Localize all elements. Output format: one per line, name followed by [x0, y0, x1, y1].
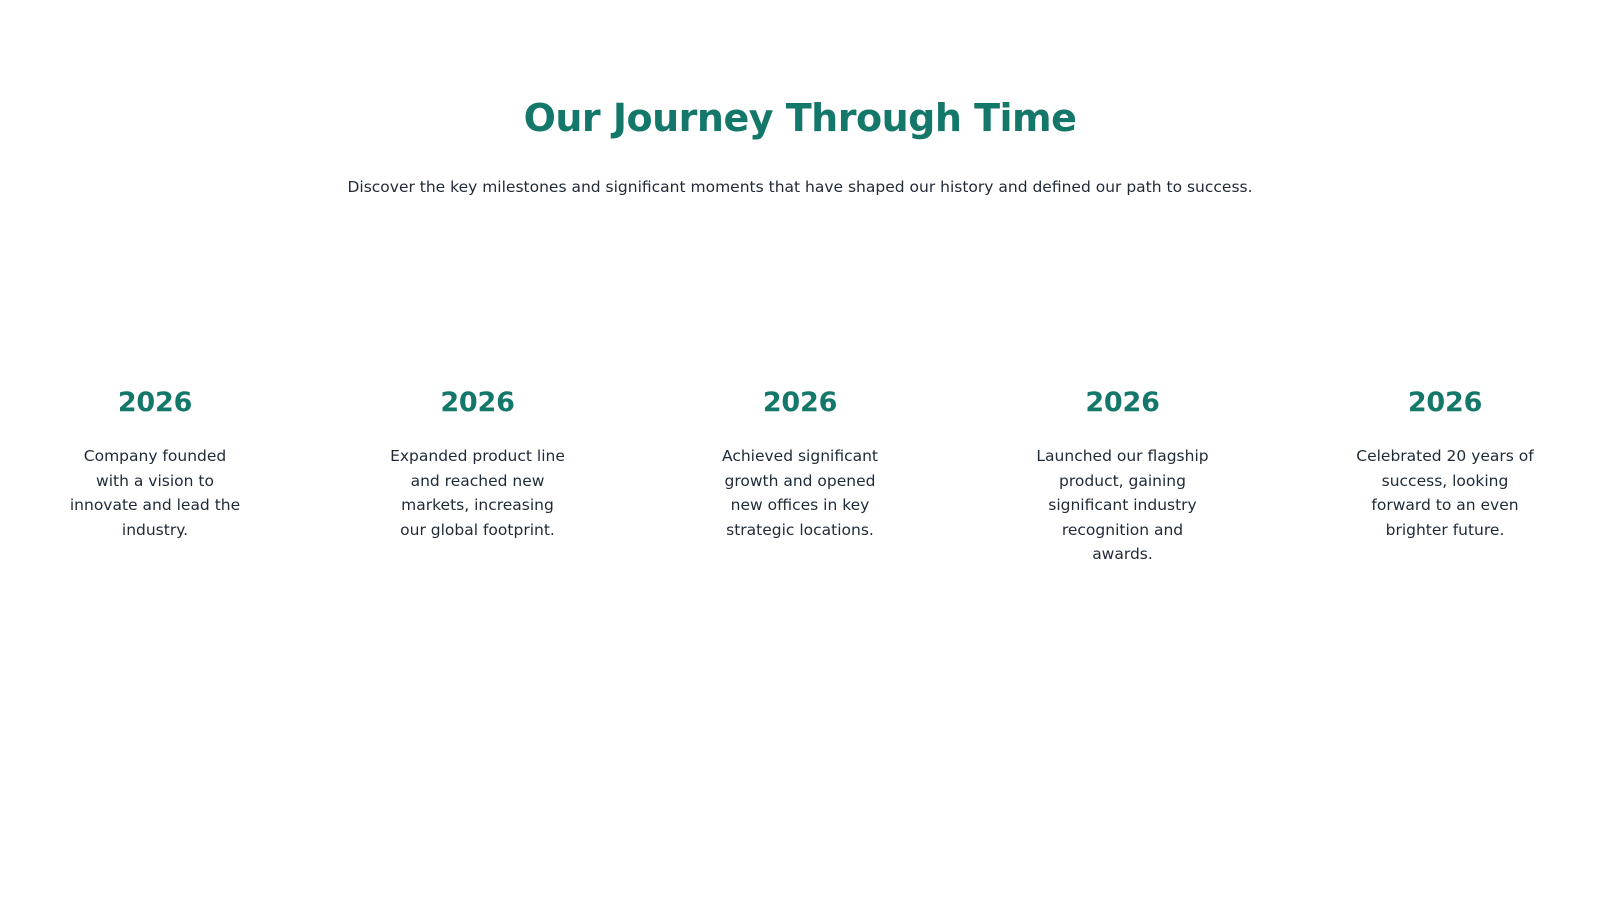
milestone-year: 2026 [1085, 387, 1160, 418]
milestone-card [1347, 386, 1543, 567]
milestone-card [380, 386, 576, 567]
milestone-card [702, 386, 898, 567]
page-title: Our Journey Through Time [523, 96, 1077, 140]
milestone-card [57, 386, 253, 567]
milestone-description: Achieved significant growth and opened new offices in key strategic locations. [721, 447, 879, 539]
milestone-description: Company founded with a vision to innovate and lead the industry. [69, 447, 241, 539]
milestone-description: Celebrated 20 years of success, looking forward to an even brighter future. [1356, 447, 1534, 539]
milestone-card [1025, 386, 1221, 567]
milestone-year: 2026 [117, 387, 193, 418]
milestone-description: Expanded product line and reached new markets, increasing our global footprint. [390, 447, 565, 539]
milestone-timeline [57, 386, 1543, 567]
milestone-description: Launched our flagship product, gaining significant industry recognition and awards. [1036, 447, 1209, 564]
milestone-year: 2026 [440, 387, 515, 418]
milestone-year: 2026 [1407, 387, 1483, 418]
page-subtitle: Discover the key milestones and significant moments that have shaped our history and defined our path to success. [347, 178, 1253, 196]
milestone-year: 2026 [762, 387, 838, 418]
